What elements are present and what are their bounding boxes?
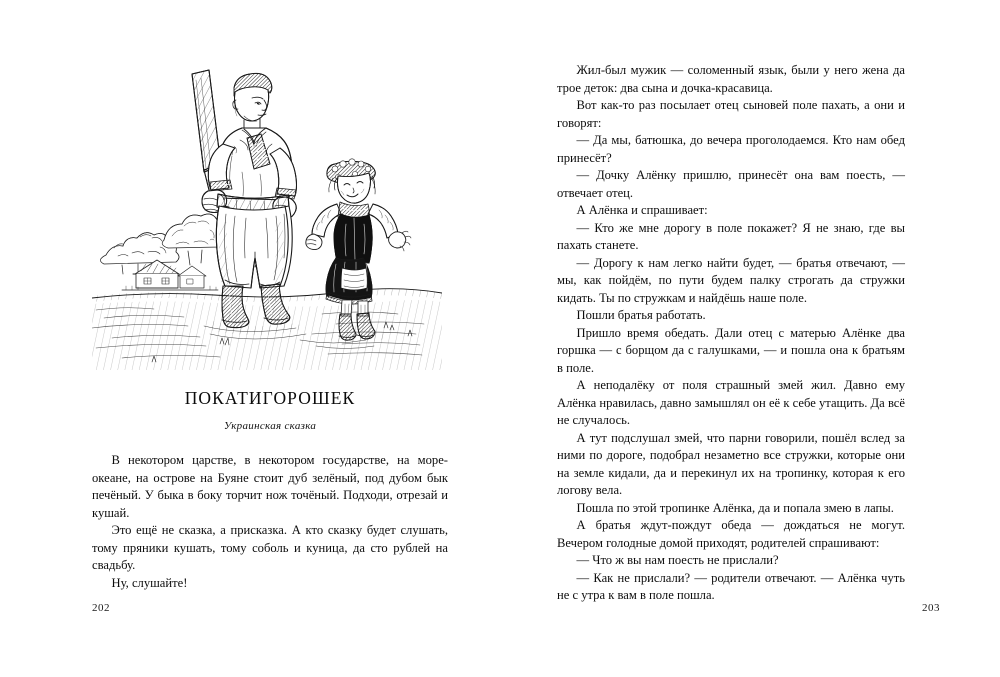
paragraph: В некотором царстве, в некотором государстве, на море-океане, на острове на Буяне стоит дуб зелёный, под дубом бык печёный. У быка в боку торчит нож точёный. Подходи, отрезай и кушай.	[92, 453, 448, 520]
paragraph: — Дочку Алёнку пришлю, принесёт она вам поесть, — отвечает отец.	[557, 168, 905, 200]
paragraph: — Что ж вы нам поесть не прислали?	[576, 553, 779, 567]
paragraph: Пришло время обедать. Дали отец с матерью Алёнке два горшка — с борщом да с галушками, — и пошла она к братьям в поле.	[557, 325, 905, 375]
paragraph: — Кто же мне дорогу в поле покажет? Я не знаю, где вы пахать станете.	[557, 220, 905, 252]
paragraph: — Да мы, батюшка, до вечера проголодаемся. Кто нам обед принесёт?	[557, 133, 905, 165]
pokatigoroshek-illustration	[92, 52, 442, 372]
page-number-right: 203	[922, 602, 940, 614]
paragraph: Это ещё не сказка, а присказка. А кто сказку будет слушать, тому пряники кушать, тому соболь и куница, да сто рублей на свадьбу.	[92, 523, 448, 572]
left-page	[60, 30, 480, 650]
paragraph: А братья ждут-пождут обеда — дождаться не могут. Вечером голодные домой приходят, родителей спрашивают:	[557, 518, 905, 550]
page-title: ПОКАТИГОРОШЕК	[184, 388, 356, 408]
page-number-left: 202	[92, 602, 110, 614]
paragraph: Пошла по этой тропинке Алёнка, да и попала змею в лапы.	[576, 500, 894, 515]
paragraph: Вот как-то раз посылает отец сыновей поле пахать, а они и говорят:	[557, 98, 905, 130]
paragraph: А Алёнка и спрашивает:	[576, 203, 708, 217]
paragraph: А тут подслушал змей, что парни говорили, пошёл вслед за ними по дороге, подобрал незаметно все стружки, которые они на земле кидали, да и перекинул их на тропинку, которая к его логову вела.	[557, 430, 905, 497]
right-page	[520, 30, 940, 650]
story-subtitle: Украинская сказка	[223, 420, 317, 432]
paragraph: Жил-был мужик — соломенный язык, были у него жена да трое деток: два сына и дочка-красавица.	[557, 63, 905, 95]
paragraph: — Дорогу к нам легко найти будет, — братья отвечают, — мы, как пойдём, по пути будем палку строгать да стружки кидать. Ты по стружкам и найдёшь наше поле.	[557, 255, 905, 305]
left-page-body	[92, 452, 448, 592]
paragraph: Ну, слушайте!	[111, 575, 188, 590]
paragraph: А неподалёку от поля страшный змей жил. Давно ему Алёнка нравилась, давно замышлял он её к себе утащить. Да всё не случалось.	[557, 378, 905, 427]
paragraph: Пошли братья работать.	[576, 308, 706, 322]
right-page-body	[557, 62, 905, 605]
paragraph: — Как не прислали? — родители отвечают. — Алёнка чуть не с утра к вам в поле пошла.	[557, 570, 905, 602]
